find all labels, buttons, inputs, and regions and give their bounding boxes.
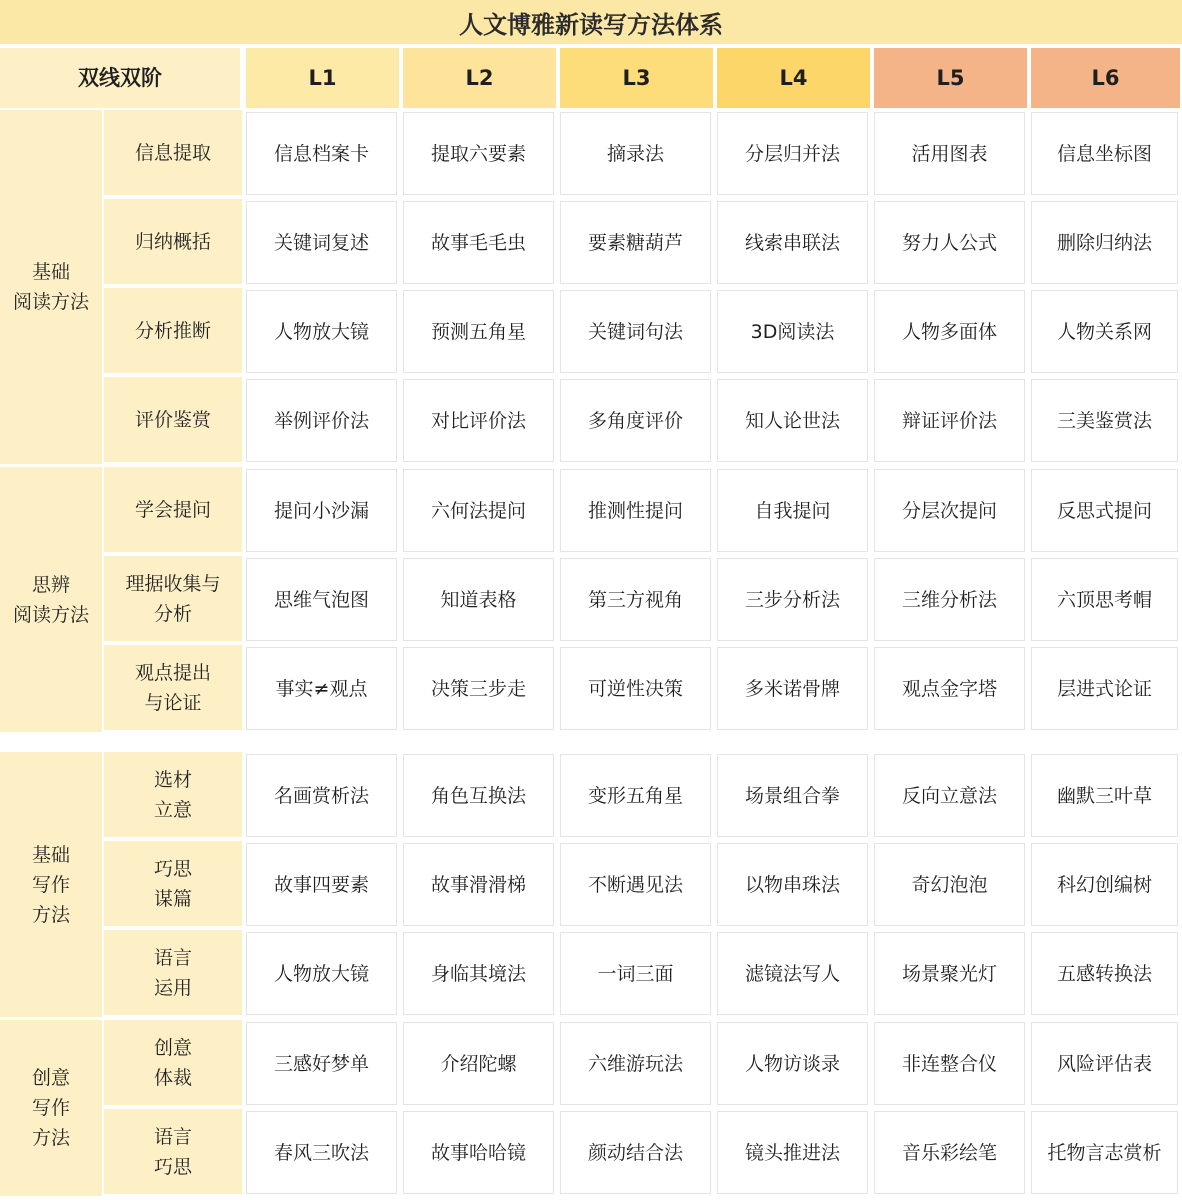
subcategory-label: 理据收集与 分析 (104, 556, 242, 641)
method-cell: 第三方视角 (560, 558, 711, 641)
method-cell: 人物放大镜 (246, 932, 397, 1015)
method-cell: 非连整合仪 (874, 1022, 1025, 1105)
method-cell: 场景聚光灯 (874, 932, 1025, 1015)
method-cell: 多米诺骨牌 (717, 647, 868, 730)
method-cell: 科幻创编树 (1031, 843, 1178, 926)
method-cell: 可逆性决策 (560, 647, 711, 730)
method-cell: 故事四要素 (246, 843, 397, 926)
method-cell: 观点金字塔 (874, 647, 1025, 730)
header-level-l4: L4 (717, 48, 870, 108)
method-cell: 知人论世法 (717, 379, 868, 462)
method-cell: 分层归并法 (717, 112, 868, 195)
category-label: 基础 阅读方法 (0, 110, 102, 464)
header-level-l2: L2 (403, 48, 556, 108)
header-level-l5: L5 (874, 48, 1027, 108)
header-level-l1: L1 (246, 48, 399, 108)
method-cell: 活用图表 (874, 112, 1025, 195)
category-label: 创意 写作 方法 (0, 1020, 102, 1196)
subcategory-label: 信息提取 (104, 110, 242, 195)
table-title: 人文博雅新读写方法体系 (0, 0, 1182, 44)
method-cell: 推测性提问 (560, 469, 711, 552)
method-cell: 六维游玩法 (560, 1022, 711, 1105)
subcategory-label: 评价鉴赏 (104, 377, 242, 462)
method-cell: 关键词复述 (246, 201, 397, 284)
method-cell: 信息坐标图 (1031, 112, 1178, 195)
subcategory-label: 观点提出 与论证 (104, 645, 242, 730)
subcategory-label: 创意 体裁 (104, 1020, 242, 1105)
method-cell: 辩证评价法 (874, 379, 1025, 462)
method-cell: 镜头推进法 (717, 1111, 868, 1194)
method-cell: 信息档案卡 (246, 112, 397, 195)
method-cell: 提取六要素 (403, 112, 554, 195)
header-level-l6: L6 (1031, 48, 1180, 108)
method-cell: 音乐彩绘笔 (874, 1111, 1025, 1194)
method-cell: 奇幻泡泡 (874, 843, 1025, 926)
method-cell: 分层次提问 (874, 469, 1025, 552)
method-cell: 努力人公式 (874, 201, 1025, 284)
subcategory-label: 巧思 谋篇 (104, 841, 242, 926)
method-cell: 关键词句法 (560, 290, 711, 373)
method-cell: 故事毛毛虫 (403, 201, 554, 284)
method-cell: 托物言志赏析 (1031, 1111, 1178, 1194)
method-cell: 六顶思考帽 (1031, 558, 1178, 641)
method-cell: 名画赏析法 (246, 754, 397, 837)
header-corner: 双线双阶 (0, 48, 240, 108)
method-cell: 幽默三叶草 (1031, 754, 1178, 837)
method-cell: 自我提问 (717, 469, 868, 552)
method-cell: 颜动结合法 (560, 1111, 711, 1194)
method-cell: 五感转换法 (1031, 932, 1178, 1015)
method-cell: 3D阅读法 (717, 290, 868, 373)
method-cell: 反向立意法 (874, 754, 1025, 837)
method-cell: 六何法提问 (403, 469, 554, 552)
method-cell: 摘录法 (560, 112, 711, 195)
method-cell: 删除归纳法 (1031, 201, 1178, 284)
method-cell: 不断遇见法 (560, 843, 711, 926)
category-label: 基础 写作 方法 (0, 752, 102, 1017)
method-cell: 风险评估表 (1031, 1022, 1178, 1105)
subcategory-label: 学会提问 (104, 467, 242, 552)
method-cell: 以物串珠法 (717, 843, 868, 926)
method-cell: 知道表格 (403, 558, 554, 641)
method-cell: 角色互换法 (403, 754, 554, 837)
method-cell: 要素糖葫芦 (560, 201, 711, 284)
method-cell: 人物关系网 (1031, 290, 1178, 373)
method-cell: 介绍陀螺 (403, 1022, 554, 1105)
method-cell: 三步分析法 (717, 558, 868, 641)
method-cell: 决策三步走 (403, 647, 554, 730)
method-cell: 人物放大镜 (246, 290, 397, 373)
method-cell: 对比评价法 (403, 379, 554, 462)
method-cell: 三感好梦单 (246, 1022, 397, 1105)
method-cell: 预测五角星 (403, 290, 554, 373)
header-level-l3: L3 (560, 48, 713, 108)
method-cell: 变形五角星 (560, 754, 711, 837)
method-cell: 反思式提问 (1031, 469, 1178, 552)
method-cell: 身临其境法 (403, 932, 554, 1015)
method-cell: 三维分析法 (874, 558, 1025, 641)
method-cell: 场景组合拳 (717, 754, 868, 837)
method-cell: 一词三面 (560, 932, 711, 1015)
method-cell: 滤镜法写人 (717, 932, 868, 1015)
method-cell: 春风三吹法 (246, 1111, 397, 1194)
method-cell: 提问小沙漏 (246, 469, 397, 552)
method-cell: 故事哈哈镜 (403, 1111, 554, 1194)
method-cell: 事实≠观点 (246, 647, 397, 730)
subcategory-label: 归纳概括 (104, 199, 242, 284)
method-cell: 举例评价法 (246, 379, 397, 462)
subcategory-label: 分析推断 (104, 288, 242, 373)
method-cell: 层进式论证 (1031, 647, 1178, 730)
method-cell: 思维气泡图 (246, 558, 397, 641)
method-cell: 人物多面体 (874, 290, 1025, 373)
method-cell: 多角度评价 (560, 379, 711, 462)
subcategory-label: 语言 运用 (104, 930, 242, 1015)
method-cell: 三美鉴赏法 (1031, 379, 1178, 462)
method-cell: 人物访谈录 (717, 1022, 868, 1105)
subcategory-label: 语言 巧思 (104, 1109, 242, 1194)
method-cell: 线索串联法 (717, 201, 868, 284)
subcategory-label: 选材 立意 (104, 752, 242, 837)
method-cell: 故事滑滑梯 (403, 843, 554, 926)
category-label: 思辨 阅读方法 (0, 467, 102, 732)
